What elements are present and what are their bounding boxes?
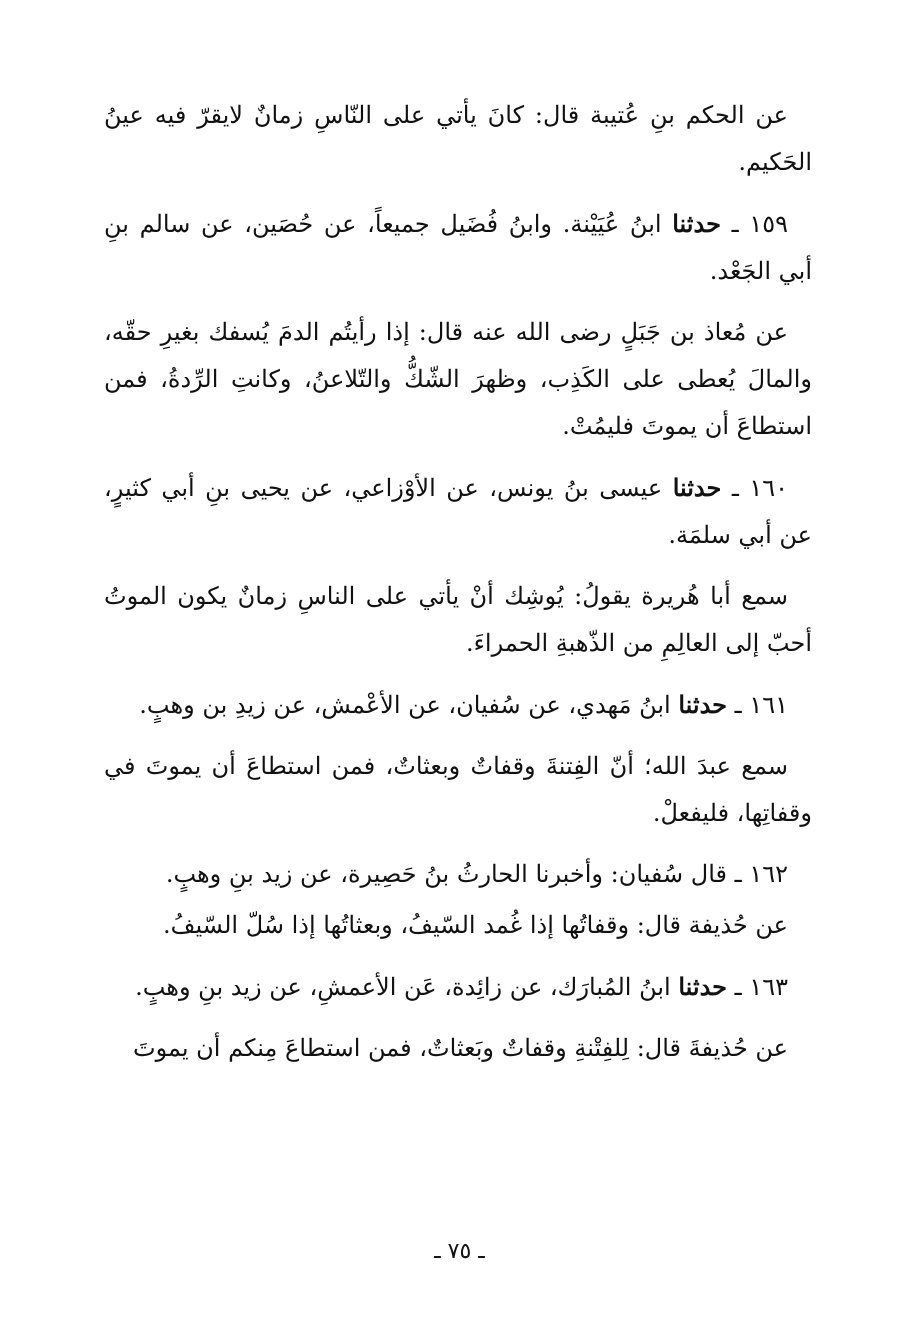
paragraph-text: عن مُعاذ بن جَبَلٍ رضى الله عنه قال: إذا رأيتُم الدمَ يُسفك بغيرِ حقّه، والمالَ يُعطى على الكَذِب، وظهرَ الشّكُّ والتّلاعنُ، وكانتِ الرِّدةُ، فمن استطاعَ أن يموتَ فليمُتْ.	[104, 318, 812, 440]
hadith-163	[104, 963, 812, 1011]
isnad-text: ابنُ مَهدي، عن سُفيان، عن الأعْمش، عن زيدِ بن وهبٍ.	[139, 691, 671, 719]
paragraph-hudhayfa-1	[104, 902, 812, 949]
isnad-text: ابنُ عُيَيْنة. وابنُ فُضَيل جميعاً، عن حُصَين، عن سالم بنِ أبي الجَعْد.	[104, 210, 812, 285]
paragraph-text: عن حُذيفةَ قال: لِلفِتْنةِ وقفاتٌ وبَعثاتٌ، فمن استطاعَ مِنكم أن يموتَ	[132, 1034, 788, 1062]
hadith-number: ١٦١ ـ	[734, 691, 788, 719]
haddathana-keyword: حدثنا	[672, 209, 721, 238]
hadith-161	[104, 681, 812, 729]
paragraph-abu-hurayra	[104, 573, 812, 667]
paragraph-abdullah	[104, 743, 812, 837]
isnad-text: قال سُفيان: وأخبرنا الحارثُ بنُ حَصِيرة، عن زيد بنِ وهبٍ.	[165, 860, 728, 888]
paragraph-hudhayfa-2	[104, 1025, 812, 1072]
paragraph-muadh	[104, 309, 812, 450]
hadith-162	[104, 851, 812, 898]
hadith-number: ١٥٩ ـ	[731, 210, 788, 238]
page-number: ـ ٧٥ ـ	[434, 1239, 485, 1264]
hadith-number: ١٦٣ ـ	[734, 973, 788, 1001]
paragraph-text: سمع أبا هُريرة يقولُ: يُوشِك أنْ يأتي على الناسِ زمانٌ يكون الموتُ أحبّ إلى العالِمِ من الذّهبةِ الحمراءَ.	[104, 582, 812, 657]
paragraph-text: عن الحكم بنِ عُتيبة قال: كانَ يأتي على النّاسِ زمانٌ لايقرّ فيه عينُ الحَكيم.	[104, 101, 812, 176]
hadith-160	[104, 464, 812, 559]
hadith-number: ١٦٠ ـ	[731, 474, 788, 502]
hadith-159	[104, 200, 812, 295]
haddathana-keyword: حدثنا	[678, 690, 728, 719]
paragraph-text: سمع عبدَ الله؛ أنّ الفِتنةَ وقفاتٌ وبعثاتٌ، فمن استطاعَ أن يموتَ في وقفاتِها، فليفعلْ.	[104, 752, 812, 827]
haddathana-keyword: حدثنا	[672, 473, 722, 502]
hadith-number: ١٦٢ ـ	[734, 860, 788, 888]
isnad-text: عيسى بنُ يونس، عن الأوْزاعي، عن يحيى بنِ أبي كثيرٍ، عن أبي سلمَة.	[104, 474, 812, 549]
paragraph-text: عن حُذيفة قال: وقفاتُها إذا غُمد السّيفُ، وبعثاتُها إذا سُلّ السّيفُ.	[162, 911, 788, 939]
paragraph-1	[104, 92, 812, 186]
haddathana-keyword: حدثنا	[678, 972, 728, 1001]
page-body	[104, 92, 812, 1072]
isnad-text: ابنُ المُبارَك، عن زائِدة، عَن الأعمشِ، عن زيد بنِ وهبٍ.	[135, 973, 671, 1001]
